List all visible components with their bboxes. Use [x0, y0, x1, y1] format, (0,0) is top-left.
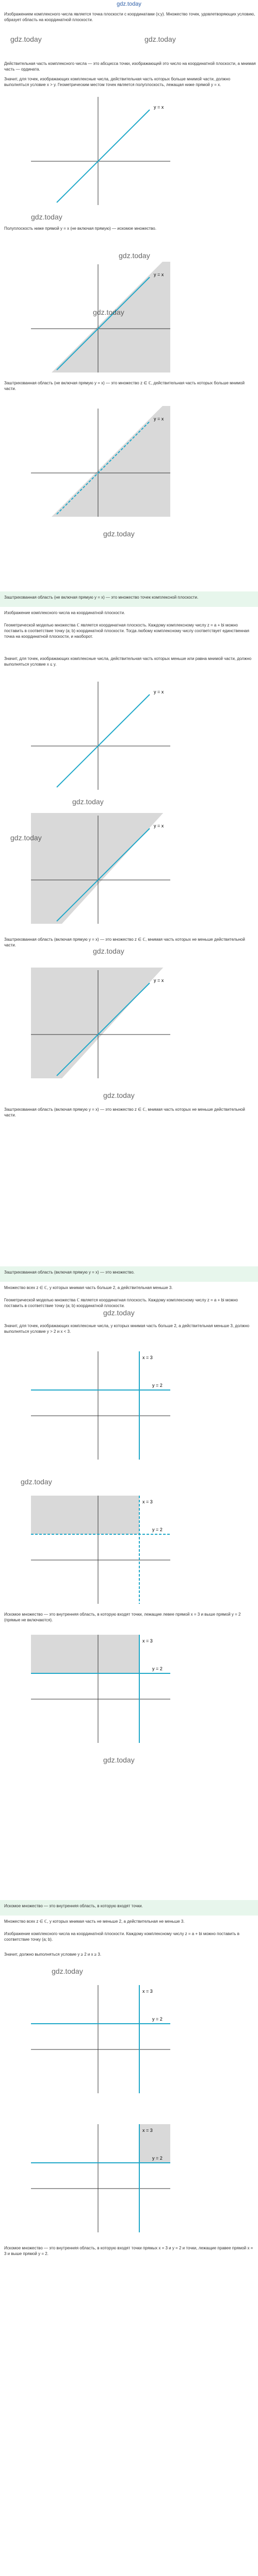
brand-logo[interactable]: gdz.today	[117, 1, 141, 7]
graph-2-shaded	[21, 813, 175, 926]
watermark: gdz.today	[103, 1309, 135, 1317]
section2-note-2: Заштрихованная область (включая прямую y = x) — это множество z ∈ ℂ, мнимая часть которых не меньше действительной части.	[4, 1107, 245, 1117]
line-label: y = x	[154, 689, 164, 694]
graph-2	[21, 679, 175, 792]
graph-4	[21, 1982, 175, 2096]
section-2-header	[0, 591, 258, 607]
section1-note: Заштрихованная область (не включая прямую y = x) — это множество z ∈ ℂ, действительная часть которых больше мнимой части.	[4, 381, 245, 391]
watermark: gdz.today	[21, 1478, 52, 1486]
label-x3: x = 3	[142, 1638, 153, 1643]
section2-title: Заштрихованная область (не включая прямую y = x) — это множество точек комплексной плоскости.	[4, 595, 199, 600]
section-4-header	[0, 1900, 258, 1916]
section-3	[0, 1282, 258, 1900]
section3-paragraph-2: Геометрической моделью множества ℂ является координатная плоскость. Каждому комплексному числу z = a + bi можно поставить в соответствие точку (a; b) координатной плоскости.	[4, 1298, 238, 1308]
section1-paragraph-3: Полуплоскость ниже прямой y = x (не включая прямую) — искомое множество.	[4, 226, 156, 231]
watermark: gdz.today	[119, 251, 150, 260]
label-x3: x = 3	[142, 1355, 153, 1360]
section2-paragraph-3: Значит, для точек, изображающих комплексные числа, действительная часть которых меньше или равна мнимой части, должно выполняться условие x ≤ y.	[4, 656, 252, 667]
graph-3	[21, 1349, 175, 1462]
section-3-header	[0, 1266, 258, 1282]
watermark: gdz.today	[103, 530, 135, 538]
watermark: gdz.today	[52, 1967, 83, 1975]
graph-2-final	[21, 968, 175, 1081]
line-label: y = x	[154, 823, 164, 828]
graph-4-shaded	[21, 2122, 175, 2235]
section4-title: Искомое множество — это внутренняя область, в которую входят точки.	[4, 1904, 143, 1908]
top-bar	[0, 0, 258, 9]
graph-1-final	[21, 406, 175, 519]
watermark: gdz.today	[93, 947, 124, 955]
section3-paragraph-3: Значит, для точек, изображающих комплексные числа, у которых мнимая часть больше 2, а действительная меньше 3, должно выполняться условие y > 2 и x < 3.	[4, 1324, 250, 1334]
label-y2: y = 2	[152, 1383, 163, 1388]
intro-text: Изображением комплексного числа является точка плоскости с координатами (x;y). Множество точек, удовлетворяющих условию, образует область на координатной плоскости.	[4, 12, 255, 22]
section2-paragraph-2: Геометрической моделью множества ℂ является координатная плоскость. Каждому комплексному числу z = a + bi можно поставить в соответствие точку (a; b) координатной плоскости. Тогда любому комплексному числу соответствует единственная точка на координатной плоскости, и наоборот.	[4, 623, 249, 639]
section4-paragraph-2: Изображение комплексного числа на координатной плоскости. Каждому комплексному числу z = a + bi можно поставить в соответствие точку (a; b).	[4, 1931, 239, 1942]
watermark: gdz.today	[10, 35, 42, 43]
label-y2: y = 2	[152, 1666, 163, 1671]
graph-3-final	[21, 1632, 175, 1745]
section-2	[0, 607, 258, 1266]
section2-note: Заштрихованная область (включая прямую y = x) — это множество z ∈ ℂ, мнимая часть которых не меньше действительной части.	[4, 937, 245, 947]
watermark: gdz.today	[10, 834, 42, 842]
section3-note: Искомое множество — это внутренняя область, в которую входят точки, лежащие левее прямой x = 3 и выше прямой y = 2 (прямые не включаются).	[4, 1612, 241, 1622]
label-y2: y = 2	[152, 2156, 163, 2161]
watermark: gdz.today	[31, 213, 62, 221]
section2-paragraph-1: Изображение комплексного числа на координатной плоскости.	[4, 611, 125, 615]
watermark: gdz.today	[72, 798, 104, 806]
label-y2: y = 2	[152, 2016, 163, 2022]
label-x3: x = 3	[142, 1499, 153, 1504]
line-label: y = x	[154, 272, 164, 277]
section1-paragraph-2: Значит, для точек, изображающих комплексные числа, действительная часть которых больше мнимой части, должно выполняться условие x > y. Геометрическим местом точек является полуплоскость, лежащая ниже прямой y = x.	[4, 77, 231, 87]
watermark: gdz.today	[103, 1091, 135, 1099]
section4-note: Искомое множество — это внутренняя область, в которую входят точки прямых x = 3 и y = 2 и точки, лежащие правее прямой x = 3 и выше прямой y = 2.	[4, 2246, 253, 2256]
line-label: y = x	[154, 105, 164, 110]
section4-paragraph-3: Значит, должно выполняться условие y ≥ 2 и x ≥ 3.	[4, 1952, 102, 1957]
line-label: y = x	[154, 416, 164, 421]
section-1	[0, 9, 258, 591]
section3-title: Заштрихованная область (включая прямую y = x) — это множество.	[4, 1270, 135, 1275]
watermark: gdz.today	[144, 35, 176, 43]
section4-paragraph-1: Множество всех z ∈ ℂ, у которых мнимая часть не меньше 2, а действительная не меньше 3.	[4, 1919, 185, 1924]
section1-paragraph-1: Действительная часть комплексного числа — это абсцисса точки, изображающей это число на координатной плоскости, а мнимая часть — ордината.	[4, 61, 256, 72]
watermark: gdz.today	[93, 308, 124, 316]
graph-3-shaded	[21, 1493, 175, 1606]
graph-1-shaded	[21, 262, 175, 375]
label-y2: y = 2	[152, 1527, 163, 1532]
section-4	[0, 1916, 258, 2576]
watermark: gdz.today	[103, 1756, 135, 1764]
label-x3: x = 3	[142, 2128, 153, 2133]
line-label: y = x	[154, 978, 164, 983]
label-x3: x = 3	[142, 1989, 153, 1994]
section3-paragraph-1: Множество всех z ∈ ℂ, у которых мнимая часть больше 2, а действительная меньше 3.	[4, 1285, 173, 1290]
graph-1	[21, 94, 175, 208]
